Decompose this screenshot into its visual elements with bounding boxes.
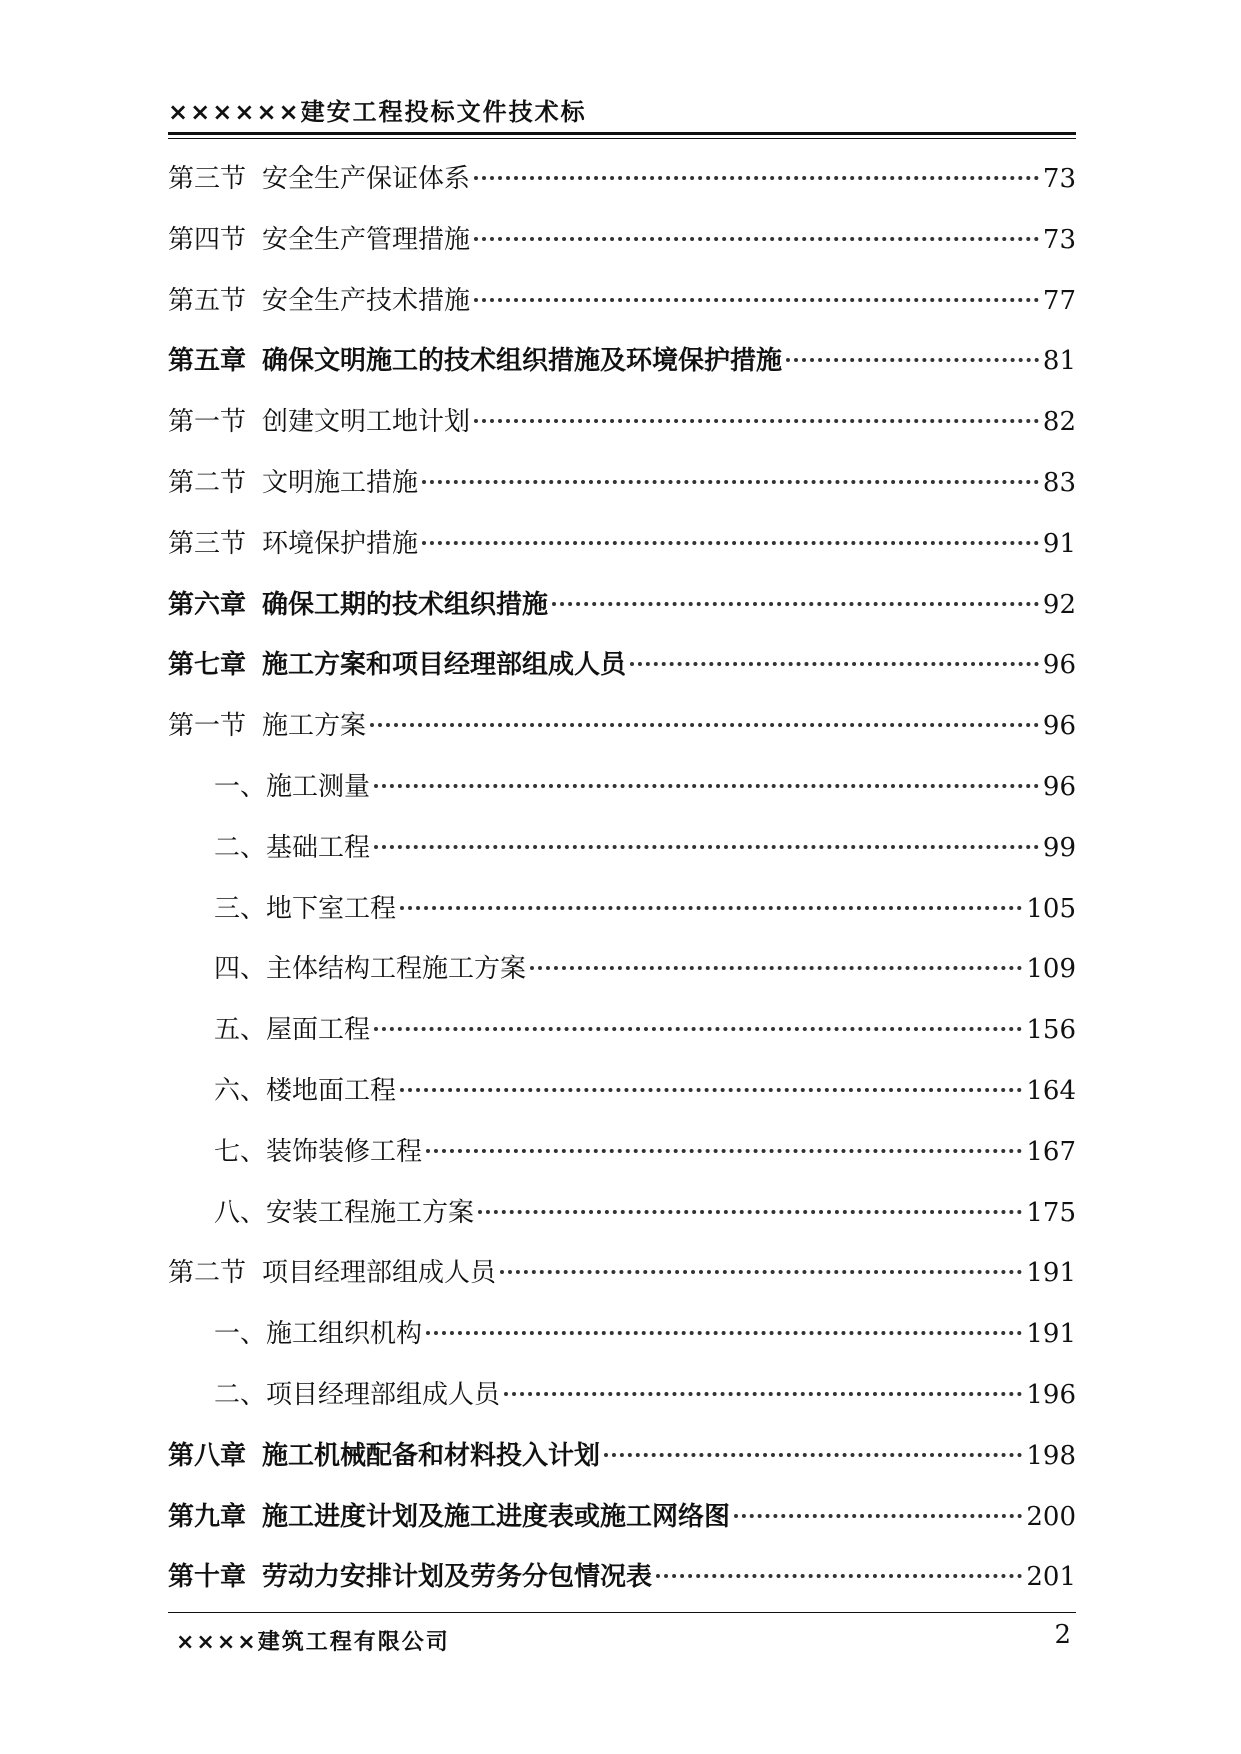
toc-entry-number: 六、 (214, 1075, 267, 1106)
toc-entry-label (168, 1556, 652, 1593)
toc-entry-number: 第二节 (168, 1258, 247, 1289)
toc-entry-number: 八、 (214, 1197, 267, 1228)
toc-entry-label (168, 584, 548, 621)
toc-entry-item[interactable] (168, 1374, 1076, 1435)
toc-entry-title: 屋面工程 (266, 1015, 371, 1046)
toc-entry-page: 191 (1026, 1258, 1076, 1289)
toc-dot-leader (786, 357, 1039, 362)
toc-entry-title: 施工进度计划及施工进度表或施工网络图 (262, 1501, 731, 1532)
toc-entry-page: 200 (1026, 1501, 1076, 1532)
toc-entry-title: 安全生产保证体系 (262, 164, 471, 194)
toc-entry-section[interactable] (168, 523, 1076, 584)
toc-entry-number: 一、 (214, 771, 267, 802)
toc-entry-page: 198 (1026, 1440, 1076, 1471)
toc-entry-number: 第七章 (168, 650, 247, 681)
toc-entry-page: 167 (1026, 1136, 1076, 1167)
footer-page-number: 2 (1054, 1620, 1071, 1650)
toc-entry-title: 安全生产管理措施 (262, 224, 471, 255)
toc-entry-label (214, 827, 370, 864)
toc-entry-item[interactable] (168, 948, 1076, 1009)
toc-entry-item[interactable] (168, 827, 1076, 888)
toc-entry-page: 81 (1042, 346, 1076, 377)
toc-entry-page: 175 (1026, 1197, 1076, 1228)
toc-entry-number: 第五章 (168, 346, 247, 377)
toc-entry-label (168, 1496, 730, 1533)
toc-entry-item[interactable] (168, 1009, 1076, 1070)
toc-entry-item[interactable] (168, 1313, 1076, 1374)
toc-entry-label (168, 705, 366, 742)
toc-entry-title: 施工方案 (262, 711, 367, 742)
toc-entry-title: 环境保护措施 (262, 528, 419, 559)
toc-entry-section[interactable] (168, 705, 1076, 766)
toc-entry-label (168, 401, 470, 438)
toc-entry-page: 96 (1042, 771, 1076, 802)
toc-dot-leader (422, 479, 1039, 484)
toc-dot-leader (552, 601, 1039, 606)
toc-entry-chapter[interactable] (168, 1496, 1076, 1557)
toc-entry-title: 楼地面工程 (266, 1075, 397, 1106)
toc-entry-title: 装饰装修工程 (266, 1136, 423, 1167)
toc-dot-leader (474, 175, 1039, 180)
toc-entry-title: 劳动力安排计划及劳务分包情况表 (262, 1562, 653, 1593)
toc-entry-label (168, 219, 470, 256)
toc-entry-number: 第一节 (168, 711, 247, 742)
header-rule-thin (168, 138, 1076, 139)
toc-entry-number: 二、 (214, 832, 267, 863)
toc-entry-number: 第二节 (168, 467, 247, 498)
toc-dot-leader (604, 1452, 1022, 1457)
toc-dot-leader (426, 1148, 1022, 1153)
toc-entry-label (168, 340, 782, 377)
toc-entry-number: 七、 (214, 1136, 267, 1167)
toc-entry-title: 基础工程 (266, 832, 371, 863)
toc-entry-title: 确保工期的技术组织措施 (262, 589, 549, 620)
toc-entry-label (214, 1070, 396, 1107)
toc-entry-chapter[interactable] (168, 340, 1076, 401)
toc-dot-leader (478, 1209, 1022, 1214)
toc-entry-title: 确保文明施工的技术组织措施及环境保护措施 (262, 346, 783, 377)
toc-entry-item[interactable] (168, 888, 1076, 949)
toc-dot-leader (400, 905, 1022, 910)
toc-entry-title: 主体结构工程施工方案 (266, 954, 527, 985)
toc-entry-page: 73 (1042, 224, 1076, 255)
toc-dot-leader (370, 722, 1039, 727)
toc-entry-label (168, 462, 418, 499)
toc-entry-page: 99 (1042, 832, 1076, 863)
footer-company-name: ××××建筑工程有限公司 (176, 1630, 450, 1655)
toc-entry-label (214, 766, 370, 803)
toc-entry-title: 安装工程施工方案 (266, 1197, 475, 1228)
toc-entry-page: 191 (1026, 1319, 1076, 1350)
toc-dot-leader (734, 1513, 1022, 1518)
toc-entry-page: 96 (1042, 650, 1076, 681)
toc-entry-title: 施工机械配备和材料投入计划 (262, 1440, 601, 1471)
toc-entry-page: 73 (1042, 164, 1076, 194)
toc-dot-leader (504, 1391, 1022, 1396)
toc-entry-label (168, 158, 470, 195)
toc-entry-label (168, 280, 470, 317)
toc-entry-number: 第六章 (168, 589, 247, 620)
toc-entry-label (168, 523, 418, 560)
toc-entry-label (214, 888, 396, 925)
toc-entry-item[interactable] (168, 1192, 1076, 1253)
toc-entry-label (214, 1131, 422, 1168)
toc-entry-chapter[interactable] (168, 584, 1076, 645)
toc-entry-label (168, 1252, 496, 1289)
toc-entry-number: 第三节 (168, 528, 247, 559)
toc-entry-title: 地下室工程 (266, 893, 397, 924)
toc-entry-section[interactable] (168, 462, 1076, 523)
toc-entry-page: 196 (1026, 1379, 1076, 1410)
toc-entry-page: 83 (1042, 467, 1076, 498)
toc-entry-number: 第四节 (168, 224, 247, 255)
toc-entry-label (168, 1435, 600, 1472)
toc-dot-leader (374, 844, 1039, 849)
toc-entry-chapter[interactable] (168, 1435, 1076, 1496)
toc-entry-item[interactable] (168, 1131, 1076, 1192)
toc-dot-leader (474, 297, 1039, 302)
toc-entry-label (214, 1374, 500, 1411)
toc-dot-leader (630, 661, 1039, 666)
toc-entry-number: 第八章 (168, 1440, 247, 1471)
toc-entry-label (168, 644, 626, 681)
toc-entry-number: 四、 (214, 954, 267, 985)
toc-entry-number: 二、 (214, 1379, 267, 1410)
toc-entry-number: 五、 (214, 1015, 267, 1046)
toc-entry-title: 安全生产技术措施 (262, 285, 471, 316)
toc-entry-label (214, 1192, 474, 1229)
toc-entry-chapter[interactable] (168, 644, 1076, 705)
toc-entry-title: 创建文明工地计划 (262, 407, 471, 438)
footer-rule (168, 1612, 1076, 1613)
toc-entry-number: 第三节 (168, 164, 247, 194)
toc-entry-title: 文明施工措施 (262, 467, 419, 498)
toc-entry-page: 91 (1042, 528, 1076, 559)
toc-entry-number: 第一节 (168, 407, 247, 438)
toc-dot-leader (530, 965, 1022, 970)
header-rule-thick (168, 132, 1076, 135)
toc-entry-number: 第五节 (168, 285, 247, 316)
toc-entry-label (214, 1009, 370, 1046)
toc-entry-section[interactable] (168, 1252, 1076, 1313)
toc-entry-label (214, 948, 526, 985)
toc-entry-page: 82 (1042, 407, 1076, 438)
toc-entry-page: 156 (1026, 1015, 1076, 1046)
toc-entry-page: 201 (1026, 1562, 1076, 1593)
document-header-title: ××××××建安工程投标文件技术标 (168, 98, 587, 126)
toc-entry-title: 施工测量 (266, 771, 371, 802)
toc-entry-page: 105 (1026, 893, 1076, 924)
toc-dot-leader (656, 1573, 1022, 1578)
toc-dot-leader (374, 1026, 1022, 1031)
toc-entry-section[interactable] (168, 219, 1076, 280)
toc-entry-title: 施工方案和项目经理部组成人员 (262, 650, 627, 681)
toc-entry-number: 一、 (214, 1319, 267, 1350)
toc-entry-title: 项目经理部组成人员 (262, 1258, 497, 1289)
toc-entry-section[interactable] (168, 280, 1076, 341)
toc-entry-page: 109 (1026, 954, 1076, 985)
table-of-contents (168, 158, 1076, 1617)
toc-entry-page: 77 (1042, 285, 1076, 316)
toc-entry-title: 施工组织机构 (266, 1319, 423, 1350)
toc-entry-number: 第十章 (168, 1562, 247, 1593)
toc-entry-label (214, 1313, 422, 1350)
toc-dot-leader (374, 783, 1039, 788)
toc-entry-page: 92 (1042, 589, 1076, 620)
toc-entry-section[interactable] (168, 401, 1076, 462)
toc-dot-leader (422, 540, 1039, 545)
toc-entry-item[interactable] (168, 1070, 1076, 1131)
toc-dot-leader (400, 1087, 1022, 1092)
toc-entry-number: 三、 (214, 893, 267, 924)
toc-dot-leader (474, 418, 1039, 423)
toc-entry-page: 164 (1026, 1075, 1076, 1106)
toc-entry-section[interactable] (168, 158, 1076, 219)
toc-entry-item[interactable] (168, 766, 1076, 827)
toc-entry-title: 项目经理部组成人员 (266, 1379, 501, 1410)
toc-dot-leader (474, 236, 1039, 241)
toc-entry-number: 第九章 (168, 1501, 247, 1532)
toc-dot-leader (500, 1269, 1022, 1274)
toc-entry-page: 96 (1042, 711, 1076, 742)
toc-dot-leader (426, 1330, 1022, 1335)
toc-entry-chapter[interactable] (168, 1556, 1076, 1617)
